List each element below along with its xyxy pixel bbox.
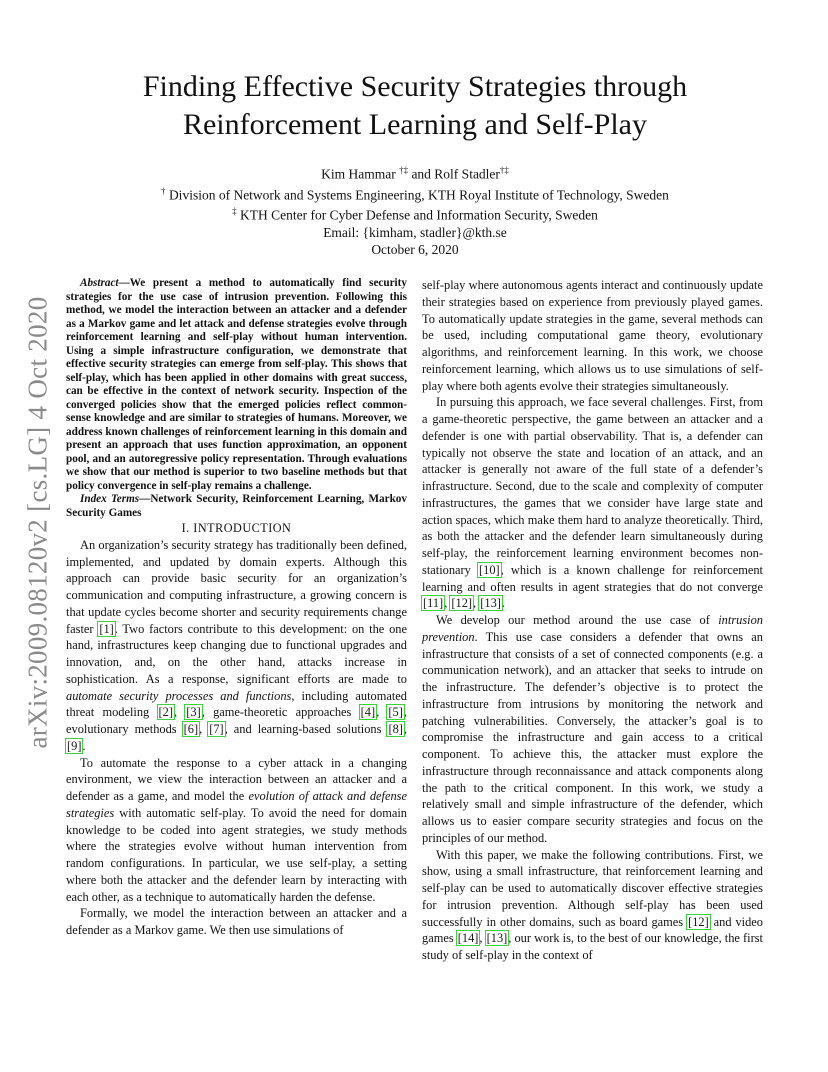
left-column xyxy=(66,277,407,939)
author-1-marks: †‡ xyxy=(399,165,409,175)
author-block xyxy=(95,162,735,258)
text-run: with automatic self-play. To avoid the need for domain knowledge to be coded into agent strategies, we study methods where the strategies evolve without human intervention from random configurations. In particular, we use self-play, a setting where both the attacker and the defender learn by interacting with each other, as a technique to automatically harden the defense. xyxy=(66,805,407,904)
affiliation-2-mark: ‡ xyxy=(232,206,237,216)
text-run: . Two factors contribute to this development: on the one hand, infrastructures keep changing due to functional upgrades and innovation, and, on the other hand, attacks increase in sophistication. As a response, significant efforts are made to xyxy=(66,621,407,686)
text-run: In pursuing this approach, we face several challenges. First, from a game-theoretic perspective, the game between an attacker and a defender is one with partial observability. That is, a defender can typically not observe the state and location of an attack, and an attacker is generally not aware of the full state of a defender’s infrastructure. Second, due to the scale and complexity of computer infrastructures, the games that we consider have large state and action spaces, which make them hard to analyze theoretically. Third, as both the attacker and the defender learn simultaneously during self-play, the reinforcement learning environment becomes non-stationary xyxy=(422,395,763,577)
section-title-initial: I xyxy=(193,521,198,535)
citation-link[interactable]: [5] xyxy=(388,705,403,720)
separator: , xyxy=(444,596,451,611)
citation-link[interactable]: [1] xyxy=(99,621,114,636)
affiliation-1 xyxy=(95,183,735,204)
abstract-text: —We present a method to automatically find security strategies for the use case of intrusion prevention. Following this method, we model the interaction between an attacker and a defender as a Markov game and let attack and defense strategies evolve through reinforcement learning and self-play without human intervention. Using a simple infrastructure configuration, we demonstrate that effective security strategies can emerge from self-play. This shows that self-play, which has been applied in other domains with great success, can be effective in the context of network security. Inspection of the converged policies show that the emerged policies reflect common-sense knowledge and are similar to strategies of humans. Moreover, we address known challenges of reinforcement learning in this domain and present an approach that uses function approximation, an opponent pool, and an autoregressive policy representation. Through evaluations we show that our method is superior to two baseline methods but that policy convergence in self-play remains a challenge. xyxy=(66,277,407,492)
text-run: We develop our method around the use case of xyxy=(436,613,719,627)
citation-link[interactable]: [9] xyxy=(67,738,82,753)
intro-paragraph-5 xyxy=(422,612,763,847)
citation-link[interactable]: [6] xyxy=(183,722,199,736)
citation-link[interactable]: [3] xyxy=(186,705,201,720)
text-run: To automate the response to a cyber attack in a changing environment, we view the interaction between an attacker and a defender as a game, and model the xyxy=(66,755,407,803)
citation-link[interactable]: [12] xyxy=(451,596,473,611)
affiliation-1-text: Division of Network and Systems Engineering, KTH Royal Institute of Technology, Sweden xyxy=(165,187,669,202)
separator: , xyxy=(199,722,209,736)
section-title-rest: NTRODUCTION xyxy=(197,521,292,535)
text-run: An organization’s security strategy has traditionally been defined, implemented, and updated by domain experts. Although this approach can provide basic security for an organization’s communication and computing infrastructure, a growing concern is that update cycles become shorter and security requirements change faster xyxy=(66,537,407,636)
affiliation-1-mark: † xyxy=(161,185,166,196)
emphasis: automate security processes and functions xyxy=(66,688,292,703)
author-names xyxy=(95,162,735,183)
index-terms-label: Index Terms xyxy=(80,493,140,505)
right-column xyxy=(422,277,763,964)
citation-link[interactable]: [4] xyxy=(360,705,376,720)
intro-paragraph-2 xyxy=(66,755,407,906)
text-run: . xyxy=(82,738,86,753)
text-run: . This use case considers a defender that owns an infrastructure that consists of a set of connected components (e.g. a communication network), and an attacker that seeks to intrude on the infrastructure. The defender’s objective is to protect the infrastructure from intrusions by monitoring the network and patching vulnerabilities. Conversely, the attacker’s goal is to compromise the infrastructure and gain access to a critical component. To achieve this, the attacker must explore the infrastructure through reconnaissance and attack components along the path to the critical component. In this work, we study a relatively small and simple infrastructure of the defender, which allows us to easier compare security strategies and focus on the principles of our method. xyxy=(422,629,763,845)
affiliation-2-text: KTH Center for Cyber Defense and Information Security, Sweden xyxy=(236,207,598,223)
separator: , xyxy=(473,596,480,611)
citation-link[interactable]: [8] xyxy=(388,722,403,736)
citation-link[interactable]: [14] xyxy=(457,931,479,946)
author-email: Email: {kimham, stadler}@kth.se xyxy=(323,224,507,240)
author-2-marks: †‡ xyxy=(499,165,509,175)
text-run: , game-theoretic approaches xyxy=(201,705,360,720)
intro-paragraph-6 xyxy=(422,847,763,964)
intro-paragraph-4 xyxy=(422,394,763,612)
citation-link[interactable]: [10] xyxy=(479,562,500,577)
text-run: and video games xyxy=(422,914,763,946)
title-line-1: Finding Effective Security Strategies through xyxy=(142,70,688,103)
intro-paragraph-3-cont: self-play where autonomous agents interact and continuously update their strategies based on experience from previously played games. To automatically update strategies in the game, several methods can be used, including computational game theory, evolutionary algorithms, and reinforcement learning. In this work, we choose reinforcement learning, which allows us to use simulations of self-play where both agents evolve their strategies simultaneously. xyxy=(422,278,763,393)
text-run: With this paper, we make the following contributions. First, we show, using a small infrastructure, that reinforcement learning and self-play can be used to automatically discover effective strategies for intrusion prevention. Although self-play has been used successfully in other domains, such as board games xyxy=(422,847,763,929)
text-run: . xyxy=(501,596,506,611)
paper-title xyxy=(95,68,735,144)
text-run: , which is a known challenge for reinforcement learning and often results in agent strategies that do not converge xyxy=(422,562,763,594)
section-heading-introduction xyxy=(66,520,407,537)
citation-link[interactable]: [13] xyxy=(486,931,508,946)
citation-link[interactable]: [2] xyxy=(158,705,173,720)
arxiv-stamp xyxy=(18,295,58,750)
citation-link[interactable]: [12] xyxy=(688,914,709,929)
separator: , xyxy=(376,705,388,720)
citation-link[interactable]: [13] xyxy=(480,596,501,611)
citation-link[interactable]: [11] xyxy=(423,596,444,611)
paper-date: October 6, 2020 xyxy=(371,241,459,257)
citation-link[interactable]: [7] xyxy=(209,722,224,736)
abstract-label: Abstract xyxy=(80,277,119,289)
section-number: I. xyxy=(181,521,194,535)
abstract xyxy=(66,277,407,493)
emphasis: intrusion prevention xyxy=(422,613,763,644)
affiliation-2 xyxy=(95,203,735,224)
index-terms xyxy=(66,493,407,520)
emphasis: evolution of attack and defense strategies xyxy=(66,789,407,820)
text-run: , and learning-based solutions xyxy=(224,722,388,736)
text-run: , our work is, to the best of our knowledge, the first study of self-play in the context of xyxy=(422,931,763,962)
separator: , xyxy=(173,705,186,720)
arxiv-stamp-text: arXiv:2009.08120v2 [cs.LG] 4 Oct 2020 xyxy=(22,296,53,749)
text-run: , evolutionary methods xyxy=(66,705,407,736)
author-2: and Rolf Stadler xyxy=(408,166,500,182)
separator: , xyxy=(479,931,486,946)
author-1: Kim Hammar xyxy=(321,166,400,182)
title-line-2: Reinforcement Learning and Self-Play xyxy=(182,108,647,141)
separator: , xyxy=(403,722,407,736)
intro-paragraph-1 xyxy=(66,537,407,755)
intro-paragraph-3: Formally, we model the interaction between an attacker and a defender as a Markov game. We then use simulations of xyxy=(66,906,407,937)
text-run: , including automated threat modeling xyxy=(66,688,407,720)
index-terms-text: —Network Security, Reinforcement Learning, Markov Security Games xyxy=(66,493,407,519)
